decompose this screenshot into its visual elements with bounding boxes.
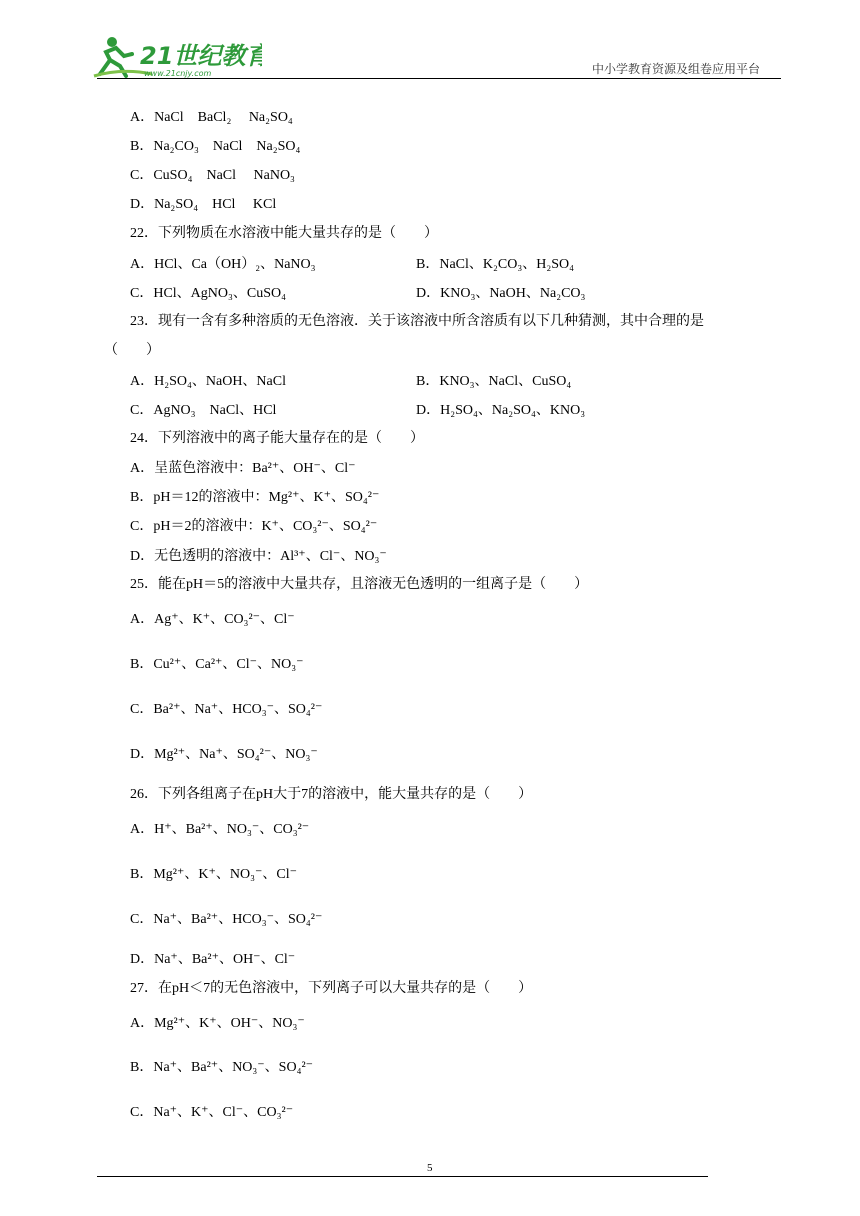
q25-option-b: B．Cu²⁺、Ca²⁺、Cl⁻、NO₃⁻ bbox=[130, 657, 304, 672]
q25-option-d: D．Mg²⁺、Na⁺、SO₄²⁻、NO₃⁻ bbox=[130, 747, 318, 762]
q22-option-a: A．HCl、Ca（OH）₂、NaNO₃ bbox=[130, 257, 316, 272]
q27-option-b: B．Na⁺、Ba²⁺、NO₃⁻、SO₄²⁻ bbox=[130, 1060, 314, 1075]
logo bbox=[92, 34, 262, 80]
q26-option-d: D．Na⁺、Ba²⁺、OH⁻、Cl⁻ bbox=[130, 952, 296, 967]
q24-option-d: D．无色透明的溶液中：Al³⁺、Cl⁻、NO₃⁻ bbox=[130, 549, 387, 564]
q26-option-c: C．Na⁺、Ba²⁺、HCO₃⁻、SO₄²⁻ bbox=[130, 912, 323, 927]
q27-option-c: C．Na⁺、K⁺、Cl⁻、CO₃²⁻ bbox=[130, 1105, 294, 1120]
q26-option-a: A．H⁺、Ba²⁺、NO₃⁻、CO₃²⁻ bbox=[130, 822, 310, 837]
q23-stem-line1: 23．现有一含有多种溶质的无色溶液．关于该溶液中所含溶质有以下几种猜测，其中合理的是 bbox=[130, 314, 704, 329]
q22-stem: 22．下列物质在水溶液中能大量共存的是（ ） bbox=[130, 226, 438, 241]
q24-option-c: C．pH＝2的溶液中：K⁺、CO₃²⁻、SO₄²⁻ bbox=[130, 519, 378, 534]
q25-option-a: A．Ag⁺、K⁺、CO₃²⁻、Cl⁻ bbox=[130, 612, 295, 627]
q23-option-c: C．AgNO₃ NaCl、HCl bbox=[130, 403, 277, 418]
q26-stem: 26．下列各组离子在pH大于7的溶液中，能大量共存的是（ ） bbox=[130, 787, 533, 802]
q27-option-a: A．Mg²⁺、K⁺、OH⁻、NO₃⁻ bbox=[130, 1016, 305, 1031]
q21-option-c: C．CuSO₄ NaCl NaNO₃ bbox=[130, 168, 295, 183]
q27-stem: 27．在pH＜7的无色溶液中，下列离子可以大量共存的是（ ） bbox=[130, 981, 533, 996]
q22-option-d: D．KNO₃、NaOH、Na₂CO₃ bbox=[416, 286, 586, 301]
page-number: 5 bbox=[427, 1162, 433, 1174]
footer-divider bbox=[97, 1176, 708, 1177]
q25-option-c: C．Ba²⁺、Na⁺、HCO₃⁻、SO₄²⁻ bbox=[130, 702, 323, 717]
q21-option-b: B．Na₂CO₃ NaCl Na₂SO₄ bbox=[130, 139, 301, 154]
q25-stem: 25．能在pH＝5的溶液中大量共存，且溶液无色透明的一组离子是（ ） bbox=[130, 577, 589, 592]
header-divider bbox=[97, 78, 781, 79]
q22-option-b: B．NaCl、K₂CO₃、H₂SO₄ bbox=[416, 257, 574, 272]
q21-option-a: A．NaCl BaCl₂ Na₂SO₄ bbox=[130, 110, 293, 125]
q24-option-a: A．呈蓝色溶液中：Ba²⁺、OH⁻、Cl⁻ bbox=[130, 461, 356, 476]
q23-option-b: B．KNO₃、NaCl、CuSO₄ bbox=[416, 374, 572, 389]
q24-stem: 24．下列溶液中的离子能大量存在的是（ ） bbox=[130, 431, 424, 446]
logo-url-text: www.21cnjy.com bbox=[144, 69, 212, 78]
q22-option-c: C．HCl、AgNO₃、CuSO₄ bbox=[130, 286, 287, 301]
q23-option-a: A．H₂SO₄、NaOH、NaCl bbox=[130, 374, 286, 389]
runner-logo-icon bbox=[92, 34, 262, 80]
q23-option-d: D．H₂SO₄、Na₂SO₄、KNO₃ bbox=[416, 403, 586, 418]
q21-option-d: D．Na₂SO₄ HCl KCl bbox=[130, 197, 277, 212]
logo-text: 21世纪教育 bbox=[140, 42, 262, 70]
platform-name: 中小学教育资源及组卷应用平台 bbox=[592, 62, 761, 76]
q26-option-b: B．Mg²⁺、K⁺、NO₃⁻、Cl⁻ bbox=[130, 867, 297, 882]
q23-stem-line2: （ ） bbox=[104, 343, 160, 358]
q24-option-b: B．pH＝12的溶液中：Mg²⁺、K⁺、SO₄²⁻ bbox=[130, 490, 380, 505]
